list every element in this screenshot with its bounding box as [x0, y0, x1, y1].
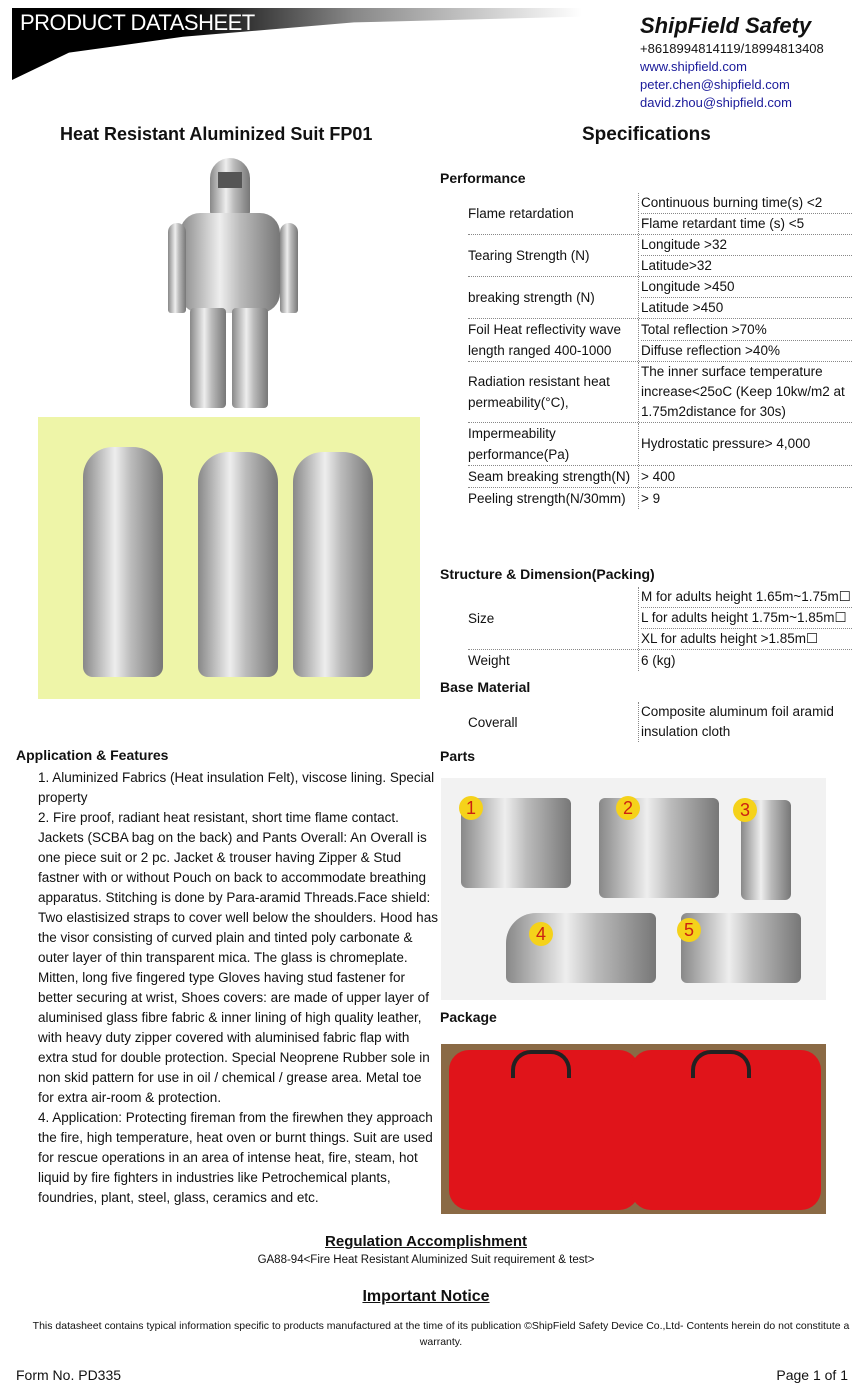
phone: +8618994814119/18994813408	[640, 41, 824, 56]
spec-label: Size	[468, 610, 495, 626]
spec-row	[468, 587, 852, 650]
specs-title: Specifications	[582, 124, 711, 145]
spec-row	[468, 702, 852, 742]
spec-values	[638, 488, 852, 509]
spec-row	[468, 466, 852, 488]
spec-values	[638, 362, 852, 422]
spec-value: Total reflection >70%	[641, 320, 852, 341]
spec-value: Longitude >32	[641, 235, 852, 256]
spec-values	[638, 319, 852, 361]
spec-label: Foil Heat reflectivity wave length ranged 400-1000	[468, 322, 622, 358]
parts-heading: Parts	[440, 748, 476, 764]
spec-value: Latitude>32	[641, 258, 712, 273]
performance-heading: Performance	[440, 170, 526, 186]
spec-value: M for adults height 1.65m~1.75m☐	[641, 587, 852, 608]
spec-row	[468, 277, 852, 319]
spec-row	[468, 193, 852, 235]
spec-label: Radiation resistant heat permeability(°C),	[468, 374, 610, 410]
spec-value: > 400	[641, 468, 676, 484]
spec-values	[638, 235, 852, 276]
part-number-badge: 5	[677, 918, 701, 942]
email-link-2[interactable]: david.zhou@shipfield.com	[640, 95, 792, 110]
spec-values	[638, 193, 852, 234]
header-banner	[12, 8, 582, 80]
spec-values	[638, 466, 852, 487]
brand-contact	[640, 12, 824, 112]
spec-values	[638, 423, 852, 465]
spec-value: Longitude >450	[641, 277, 852, 298]
performance-table	[468, 193, 852, 509]
suit-group-photo	[38, 417, 420, 699]
spec-value: Latitude >450	[641, 300, 724, 315]
spec-value: > 9	[641, 490, 661, 506]
notice-text: This datasheet contains typical information specific to products manufactured at the time of its publication ©ShipField Safety Device Co.,Ltd- Contents herein do not constitute a warranty.	[32, 1320, 850, 1348]
package-heading: Package	[440, 1009, 497, 1025]
package-photo	[441, 1044, 826, 1214]
spec-label: Seam breaking strength(N)	[468, 469, 631, 484]
banner-title: PRODUCT DATASHEET	[20, 10, 255, 35]
spec-row	[468, 650, 852, 671]
spec-row	[468, 235, 852, 277]
spec-value: Hydrostatic pressure> 4,000	[641, 436, 811, 451]
spec-value: Diffuse reflection >40%	[641, 342, 780, 358]
spec-label: Coverall	[468, 714, 518, 730]
brand-name: ShipField Safety	[640, 13, 812, 38]
spec-value: XL for adults height >1.85m☐	[641, 631, 819, 646]
structure-heading: Structure & Dimension(Packing)	[440, 566, 655, 582]
parts-photo	[441, 778, 826, 1000]
spec-row	[468, 488, 852, 509]
spec-value: L for adults height 1.75m~1.85m☐	[641, 608, 852, 629]
spec-values	[638, 702, 852, 742]
spec-values	[638, 587, 852, 649]
application-paragraph: 1. Aluminized Fabrics (Heat insulation Felt), viscose lining. Special property	[38, 770, 435, 805]
spec-values	[638, 650, 852, 671]
regulation-heading: Regulation Accomplishment	[325, 1233, 527, 1250]
part-number-badge: 3	[733, 798, 757, 822]
spec-value: 6 (kg)	[641, 652, 676, 668]
spec-row	[468, 362, 852, 423]
spec-value: Flame retardant time (s) <5	[641, 216, 805, 231]
part-number-badge: 2	[616, 796, 640, 820]
spec-row	[468, 319, 852, 362]
base-material-table	[468, 702, 852, 742]
spec-label: Impermeability performance(Pa)	[468, 426, 570, 462]
spec-row	[468, 423, 852, 466]
spec-label: Tearing Strength (N)	[468, 248, 590, 263]
part-number-badge: 1	[459, 796, 483, 820]
email-link-1[interactable]: peter.chen@shipfield.com	[640, 77, 790, 92]
suit-front-photo	[160, 158, 310, 413]
base-material-heading: Base Material	[440, 679, 531, 695]
regulation-text: GA88-94<Fire Heat Resistant Aluminized Suit requirement & test>	[257, 1254, 595, 1266]
spec-label: Peeling strength(N/30mm)	[468, 491, 626, 506]
page-number: Page 1 of 1	[776, 1367, 848, 1383]
website-link[interactable]: www.shipfield.com	[640, 59, 747, 74]
application-text	[38, 768, 438, 1208]
spec-value: The inner surface temperature increase<25oC (Keep 10kw/m2 at 1.75m2distance for 30s)	[641, 364, 845, 419]
application-paragraph: 4. Application: Protecting fireman from the firewhen they approach the fire, high temperature, heat oven or burnt things. Suit are used for rescue operations in an area of intense heat, fire, steam, hot liquid by fire fighters in industries like Petrochemical plants, foundries, plant, steel, glass, ceramics and etc.	[38, 1110, 433, 1205]
spec-values	[638, 277, 852, 318]
spec-label: Flame retardation	[468, 206, 574, 221]
spec-value: Composite aluminum foil aramid insulation cloth	[641, 704, 834, 739]
form-number: Form No. PD335	[16, 1367, 122, 1383]
spec-label: Weight	[468, 653, 510, 668]
notice-heading: Important Notice	[362, 1288, 490, 1305]
spec-value: Continuous burning time(s) <2	[641, 193, 852, 214]
application-heading: Application & Features	[16, 747, 169, 763]
part-number-badge: 4	[529, 922, 553, 946]
spec-label: breaking strength (N)	[468, 290, 595, 305]
structure-table	[468, 587, 852, 671]
product-title: Heat Resistant Aluminized Suit FP01	[60, 124, 373, 144]
application-paragraph: 2. Fire proof, radiant heat resistant, short time flame contact. Jackets (SCBA bag on the back) and Pants Overall: An Overall is one piece suit or 2 pc. Jacket & trouser having Zipper & Stud fastner with or without Pouch on back to accommodate breathing apparatus. Stitching is done by Para-aramid Threads.Face shield: Two elastisized straps to cover well below the shoulders. Hood has the visor consisting of curved plain and tinted poly carbonate & outer layer of thin transparent mica. The glass is chromeplate. Mitten, long five fingered type Gloves having stud fastener for better securing at wrist, Shoes covers: are made of upper layer of aluminised glass fibre fabric & inner lining of high quality leather, with heavy duty zipper covered with aluminised fabric flap with extra stud for double protection. Special Neoprene Rubber sole in non skid pattern for use in oil / chemical / grease area. Metal toe for extra air-room & protection.	[38, 810, 438, 1105]
